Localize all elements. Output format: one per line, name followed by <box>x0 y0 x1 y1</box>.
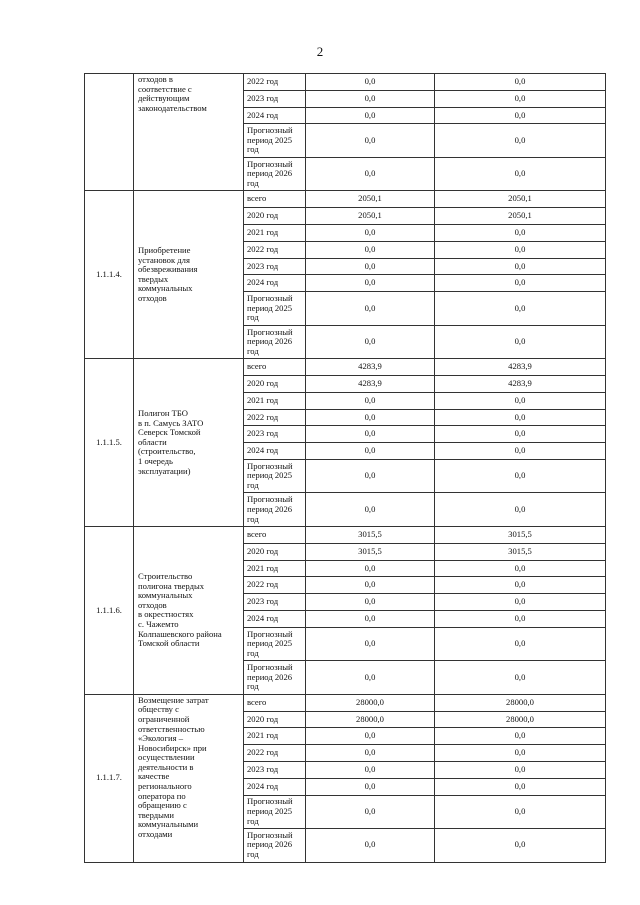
item-description-text: Строительство полигона твердых коммунальных отходов в окрестностях с. Чажемто Колпашевского района Томской области <box>138 570 222 649</box>
value-source-cell: 0,0 <box>435 443 606 460</box>
value-total-cell: 3015,5 <box>306 543 435 560</box>
item-description <box>134 359 244 527</box>
period-label: Прогнозный период 2025 год <box>247 628 293 658</box>
period-label: всего <box>247 529 267 540</box>
period-label: 2021 год <box>247 562 279 573</box>
period-cell <box>244 778 306 795</box>
value-total-cell: 0,0 <box>306 124 435 158</box>
table-row <box>85 359 606 376</box>
value-source-cell: 0,0 <box>435 74 606 91</box>
page-number: 2 <box>316 44 324 59</box>
item-description-text: Возмещение затрат обществу с ограниченной ответственностью «Экология – Новосибирск» при осуществлении деятельности в качестве регионального оператора по обращению с твердыми коммунальными отходами <box>138 694 209 840</box>
value-source-cell: 0,0 <box>435 459 606 493</box>
value-total-cell: 0,0 <box>306 829 435 863</box>
period-label: 2022 год <box>247 411 279 422</box>
period-label: 2023 год <box>247 428 279 439</box>
period-cell <box>244 610 306 627</box>
period-label: всего <box>247 361 267 372</box>
period-cell <box>244 258 306 275</box>
value-source-cell: 0,0 <box>435 157 606 191</box>
item-description-text: отходов в соответствие с действующим законодательством <box>138 74 207 113</box>
value-total-cell: 0,0 <box>306 224 435 241</box>
period-cell <box>244 543 306 560</box>
period-cell <box>244 761 306 778</box>
item-number: 1.1.1.4. <box>85 191 134 359</box>
value-source-cell: 0,0 <box>435 728 606 745</box>
value-total-cell: 0,0 <box>306 325 435 359</box>
period-cell <box>244 292 306 326</box>
item-description-text: Полигон ТБО в п. Самусь ЗАТО Северск Томской области (строительство, 1 очередь эксплуатации) <box>138 407 204 476</box>
period-label: 2024 год <box>247 277 279 288</box>
period-cell <box>244 157 306 191</box>
value-source-cell: 0,0 <box>435 325 606 359</box>
period-cell <box>244 359 306 376</box>
period-label: 2023 год <box>247 596 279 607</box>
period-cell <box>244 191 306 208</box>
period-cell <box>244 694 306 711</box>
value-total-cell: 0,0 <box>306 443 435 460</box>
value-total-cell: 0,0 <box>306 292 435 326</box>
value-total-cell: 4283,9 <box>306 375 435 392</box>
value-total-cell: 0,0 <box>306 761 435 778</box>
value-total-cell: 0,0 <box>306 560 435 577</box>
value-total-cell: 3015,5 <box>306 526 435 543</box>
value-source-cell: 28000,0 <box>435 711 606 728</box>
period-label: 2020 год <box>247 210 279 221</box>
period-cell <box>244 107 306 124</box>
value-source-cell: 0,0 <box>435 493 606 527</box>
item-description <box>134 74 244 191</box>
period-cell <box>244 443 306 460</box>
item-description <box>134 694 244 862</box>
value-total-cell: 0,0 <box>306 459 435 493</box>
value-total-cell: 0,0 <box>306 795 435 829</box>
period-label: 2022 год <box>247 243 279 254</box>
period-label: Прогнозный период 2025 год <box>247 293 293 323</box>
period-label: Прогнозный период 2025 год <box>247 125 293 155</box>
table-row <box>85 191 606 208</box>
value-source-cell: 0,0 <box>435 761 606 778</box>
value-source-cell: 0,0 <box>435 275 606 292</box>
period-cell <box>244 829 306 863</box>
value-source-cell: 0,0 <box>435 107 606 124</box>
value-source-cell: 0,0 <box>435 627 606 661</box>
value-total-cell: 2050,1 <box>306 208 435 225</box>
value-total-cell: 0,0 <box>306 392 435 409</box>
value-total-cell: 0,0 <box>306 275 435 292</box>
period-cell <box>244 208 306 225</box>
value-total-cell: 0,0 <box>306 745 435 762</box>
value-total-cell: 0,0 <box>306 241 435 258</box>
value-total-cell: 28000,0 <box>306 711 435 728</box>
period-label: Прогнозный период 2025 год <box>247 460 293 490</box>
period-label: Прогнозный период 2026 год <box>247 326 293 356</box>
period-cell <box>244 661 306 695</box>
value-total-cell: 28000,0 <box>306 694 435 711</box>
value-source-cell: 0,0 <box>435 577 606 594</box>
value-source-cell: 0,0 <box>435 795 606 829</box>
value-source-cell: 0,0 <box>435 258 606 275</box>
budget-table <box>84 73 606 863</box>
period-cell <box>244 426 306 443</box>
period-label: 2021 год <box>247 394 279 405</box>
period-cell <box>244 745 306 762</box>
value-source-cell: 4283,9 <box>435 359 606 376</box>
period-label: 2024 год <box>247 613 279 624</box>
value-source-cell: 0,0 <box>435 745 606 762</box>
period-label: 2023 год <box>247 764 279 775</box>
period-cell <box>244 124 306 158</box>
period-label: 2023 год <box>247 92 279 103</box>
period-label: всего <box>247 696 267 707</box>
period-label: 2024 год <box>247 780 279 791</box>
value-source-cell: 0,0 <box>435 392 606 409</box>
period-cell <box>244 493 306 527</box>
value-total-cell: 0,0 <box>306 74 435 91</box>
value-source-cell: 2050,1 <box>435 191 606 208</box>
value-source-cell: 0,0 <box>435 610 606 627</box>
period-label: 2020 год <box>247 713 279 724</box>
period-label: 2024 год <box>247 445 279 456</box>
period-label: Прогнозный период 2025 год <box>247 796 293 826</box>
value-total-cell: 0,0 <box>306 627 435 661</box>
period-label: 2022 год <box>247 579 279 590</box>
period-label: 2022 год <box>247 76 279 87</box>
item-number: 1.1.1.5. <box>85 359 134 527</box>
value-total-cell: 4283,9 <box>306 359 435 376</box>
period-cell <box>244 74 306 91</box>
period-label: 2020 год <box>247 545 279 556</box>
period-cell <box>244 241 306 258</box>
value-source-cell: 0,0 <box>435 224 606 241</box>
value-source-cell: 28000,0 <box>435 694 606 711</box>
value-source-cell: 0,0 <box>435 594 606 611</box>
value-total-cell: 0,0 <box>306 493 435 527</box>
value-total-cell: 2050,1 <box>306 191 435 208</box>
period-cell <box>244 459 306 493</box>
value-total-cell: 0,0 <box>306 426 435 443</box>
period-cell <box>244 224 306 241</box>
period-label: всего <box>247 193 267 204</box>
period-label: 2022 год <box>247 747 279 758</box>
item-number: 1.1.1.7. <box>85 694 134 862</box>
value-source-cell: 4283,9 <box>435 375 606 392</box>
item-description <box>134 526 244 694</box>
period-cell <box>244 526 306 543</box>
period-cell <box>244 275 306 292</box>
table-row <box>85 694 606 711</box>
value-total-cell: 0,0 <box>306 778 435 795</box>
period-cell <box>244 795 306 829</box>
value-total-cell: 0,0 <box>306 577 435 594</box>
value-source-cell: 0,0 <box>435 778 606 795</box>
value-source-cell: 0,0 <box>435 409 606 426</box>
item-number <box>85 74 134 191</box>
period-cell <box>244 728 306 745</box>
period-cell <box>244 711 306 728</box>
table-row <box>85 526 606 543</box>
period-cell <box>244 594 306 611</box>
period-label: 2021 год <box>247 730 279 741</box>
period-cell <box>244 90 306 107</box>
period-label: 2023 год <box>247 260 279 271</box>
period-label: 2021 год <box>247 227 279 238</box>
item-description <box>134 191 244 359</box>
period-cell <box>244 627 306 661</box>
value-total-cell: 0,0 <box>306 157 435 191</box>
period-label: 2020 год <box>247 378 279 389</box>
period-label: Прогнозный период 2026 год <box>247 494 293 524</box>
value-source-cell: 0,0 <box>435 829 606 863</box>
value-source-cell: 0,0 <box>435 90 606 107</box>
period-cell <box>244 409 306 426</box>
value-total-cell: 0,0 <box>306 594 435 611</box>
value-total-cell: 0,0 <box>306 107 435 124</box>
period-cell <box>244 392 306 409</box>
value-source-cell: 2050,1 <box>435 208 606 225</box>
period-cell <box>244 560 306 577</box>
table-row <box>85 74 606 91</box>
period-cell <box>244 375 306 392</box>
value-source-cell: 0,0 <box>435 661 606 695</box>
item-number: 1.1.1.6. <box>85 526 134 694</box>
value-source-cell: 0,0 <box>435 560 606 577</box>
value-total-cell: 0,0 <box>306 409 435 426</box>
value-source-cell: 0,0 <box>435 426 606 443</box>
value-total-cell: 0,0 <box>306 258 435 275</box>
value-total-cell: 0,0 <box>306 610 435 627</box>
table-body <box>85 74 606 863</box>
period-label: 2024 год <box>247 109 279 120</box>
value-source-cell: 3015,5 <box>435 526 606 543</box>
item-description-text: Приобретение установок для обезвреживания твердых коммунальных отходов <box>138 245 198 303</box>
value-total-cell: 0,0 <box>306 728 435 745</box>
value-total-cell: 0,0 <box>306 90 435 107</box>
period-label: Прогнозный период 2026 год <box>247 662 293 692</box>
value-source-cell: 0,0 <box>435 241 606 258</box>
value-source-cell: 0,0 <box>435 292 606 326</box>
period-cell <box>244 577 306 594</box>
value-total-cell: 0,0 <box>306 661 435 695</box>
value-source-cell: 0,0 <box>435 124 606 158</box>
period-cell <box>244 325 306 359</box>
period-label: Прогнозный период 2026 год <box>247 158 293 188</box>
period-label: Прогнозный период 2026 год <box>247 829 293 860</box>
value-source-cell: 3015,5 <box>435 543 606 560</box>
